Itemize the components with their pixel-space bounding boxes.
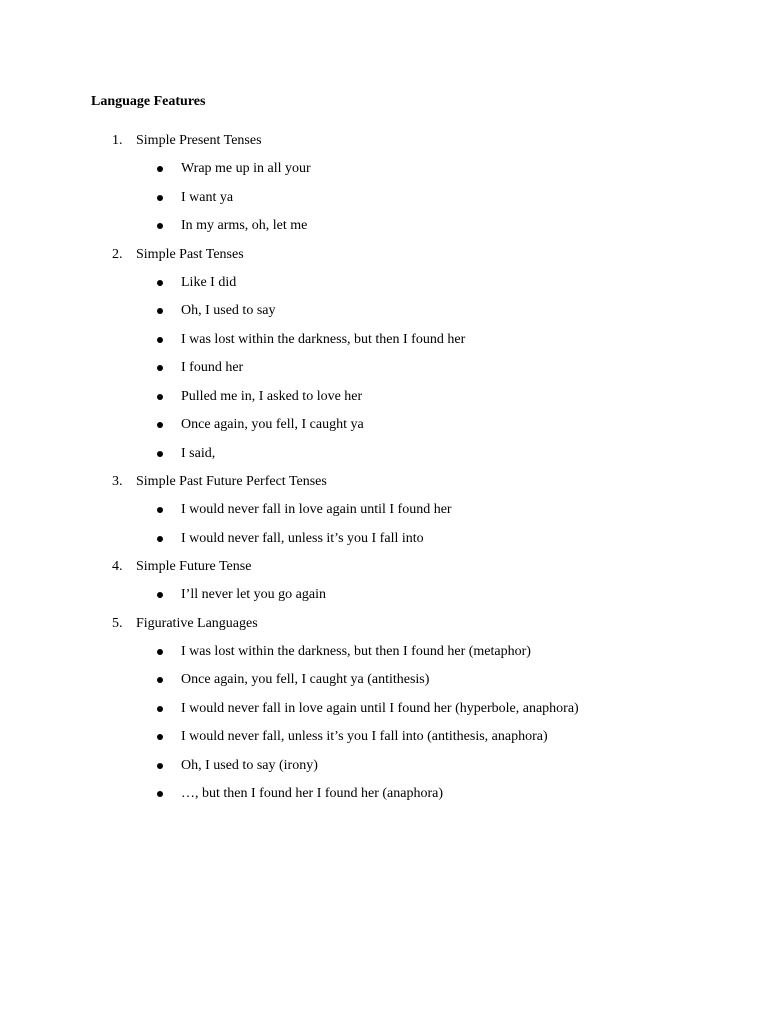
section-heading bbox=[0, 132, 768, 150]
list-item-text: Pulled me in, I asked to love her bbox=[181, 388, 363, 404]
list-item-text: I would never fall in love again until I found her bbox=[181, 502, 452, 517]
bullet-icon bbox=[157, 507, 163, 513]
list-item-text: Like I did bbox=[181, 274, 237, 290]
list-item bbox=[0, 416, 768, 434]
document-title: Language Features bbox=[91, 94, 206, 109]
bullet-icon bbox=[157, 706, 163, 712]
list-item-text: I would never fall, unless it’s you I fall into (antithesis, anaphora) bbox=[181, 729, 548, 744]
bullet-list bbox=[0, 160, 768, 235]
bullet-icon bbox=[157, 536, 163, 542]
bullet-list bbox=[0, 586, 768, 604]
list-item-text: …, but then I found her I found her (anaphora) bbox=[181, 786, 444, 801]
list-item bbox=[0, 643, 768, 661]
section-number: 5. bbox=[112, 615, 123, 631]
section-item bbox=[0, 615, 768, 804]
bullet-icon bbox=[157, 677, 163, 683]
list-item-text: Once again, you fell, I caught ya bbox=[181, 417, 364, 432]
list-item bbox=[0, 217, 768, 235]
list-item bbox=[0, 331, 768, 349]
bullet-icon bbox=[157, 308, 163, 314]
bullet-icon bbox=[157, 734, 163, 740]
list-item-text: Once again, you fell, I caught ya (antithesis) bbox=[181, 672, 430, 687]
section-item bbox=[0, 246, 768, 463]
section-label: Simple Past Future Perfect Tenses bbox=[136, 474, 327, 489]
section-heading bbox=[0, 246, 768, 264]
bullet-icon bbox=[157, 422, 163, 428]
bullet-icon bbox=[157, 365, 163, 371]
section-number: 4. bbox=[112, 559, 123, 574]
list-item bbox=[0, 728, 768, 746]
list-item bbox=[0, 302, 768, 320]
bullet-icon bbox=[157, 166, 163, 172]
list-item bbox=[0, 160, 768, 178]
section-number: 2. bbox=[112, 246, 123, 262]
list-item bbox=[0, 671, 768, 689]
list-item bbox=[0, 757, 768, 775]
list-item bbox=[0, 530, 768, 548]
bullet-icon bbox=[157, 451, 163, 457]
list-item bbox=[0, 501, 768, 519]
section-heading bbox=[0, 615, 768, 633]
list-item bbox=[0, 388, 768, 406]
list-item bbox=[0, 274, 768, 292]
list-item bbox=[0, 359, 768, 377]
list-item-text: Oh, I used to say bbox=[181, 303, 276, 318]
bullet-icon bbox=[157, 195, 163, 201]
list-item-text: Oh, I used to say (irony) bbox=[181, 757, 318, 773]
section-label: Simple Future Tense bbox=[136, 559, 252, 574]
section-label: Figurative Languages bbox=[136, 615, 258, 631]
list-item bbox=[0, 700, 768, 718]
list-item-text: I want ya bbox=[181, 189, 234, 205]
section-item bbox=[0, 558, 768, 604]
bullet-icon bbox=[157, 592, 163, 598]
list-item bbox=[0, 445, 768, 463]
bullet-icon bbox=[157, 337, 163, 343]
list-item-text: I would never fall in love again until I found her (hyperbole, anaphora) bbox=[181, 700, 579, 716]
section-list bbox=[0, 132, 768, 814]
section-number: 1. bbox=[112, 133, 123, 148]
bullet-list bbox=[0, 501, 768, 548]
section-label: Simple Present Tenses bbox=[136, 133, 262, 148]
section-item bbox=[0, 473, 768, 548]
list-item-text: I’ll never let you go again bbox=[181, 587, 327, 602]
section-heading bbox=[0, 473, 768, 491]
list-item-text: I said, bbox=[181, 445, 216, 461]
section-label: Simple Past Tenses bbox=[136, 246, 244, 262]
list-item-text: I was lost within the darkness, but then I found her (metaphor) bbox=[181, 643, 531, 659]
list-item bbox=[0, 586, 768, 604]
section-number: 3. bbox=[112, 474, 123, 489]
list-item-text: Wrap me up in all your bbox=[181, 161, 311, 176]
list-item-text: I would never fall, unless it’s you I fall into bbox=[181, 530, 424, 546]
section-item bbox=[0, 132, 768, 235]
bullet-icon bbox=[157, 763, 163, 769]
bullet-icon bbox=[157, 649, 163, 655]
section-heading bbox=[0, 558, 768, 576]
bullet-icon bbox=[157, 394, 163, 400]
list-item-text: I was lost within the darkness, but then I found her bbox=[181, 331, 466, 347]
bullet-list bbox=[0, 643, 768, 804]
list-item-text: I found her bbox=[181, 360, 244, 375]
list-item-text: In my arms, oh, let me bbox=[181, 218, 308, 233]
bullet-list bbox=[0, 274, 768, 463]
bullet-icon bbox=[157, 791, 163, 797]
bullet-icon bbox=[157, 280, 163, 286]
list-item bbox=[0, 189, 768, 207]
list-item bbox=[0, 785, 768, 803]
bullet-icon bbox=[157, 223, 163, 229]
